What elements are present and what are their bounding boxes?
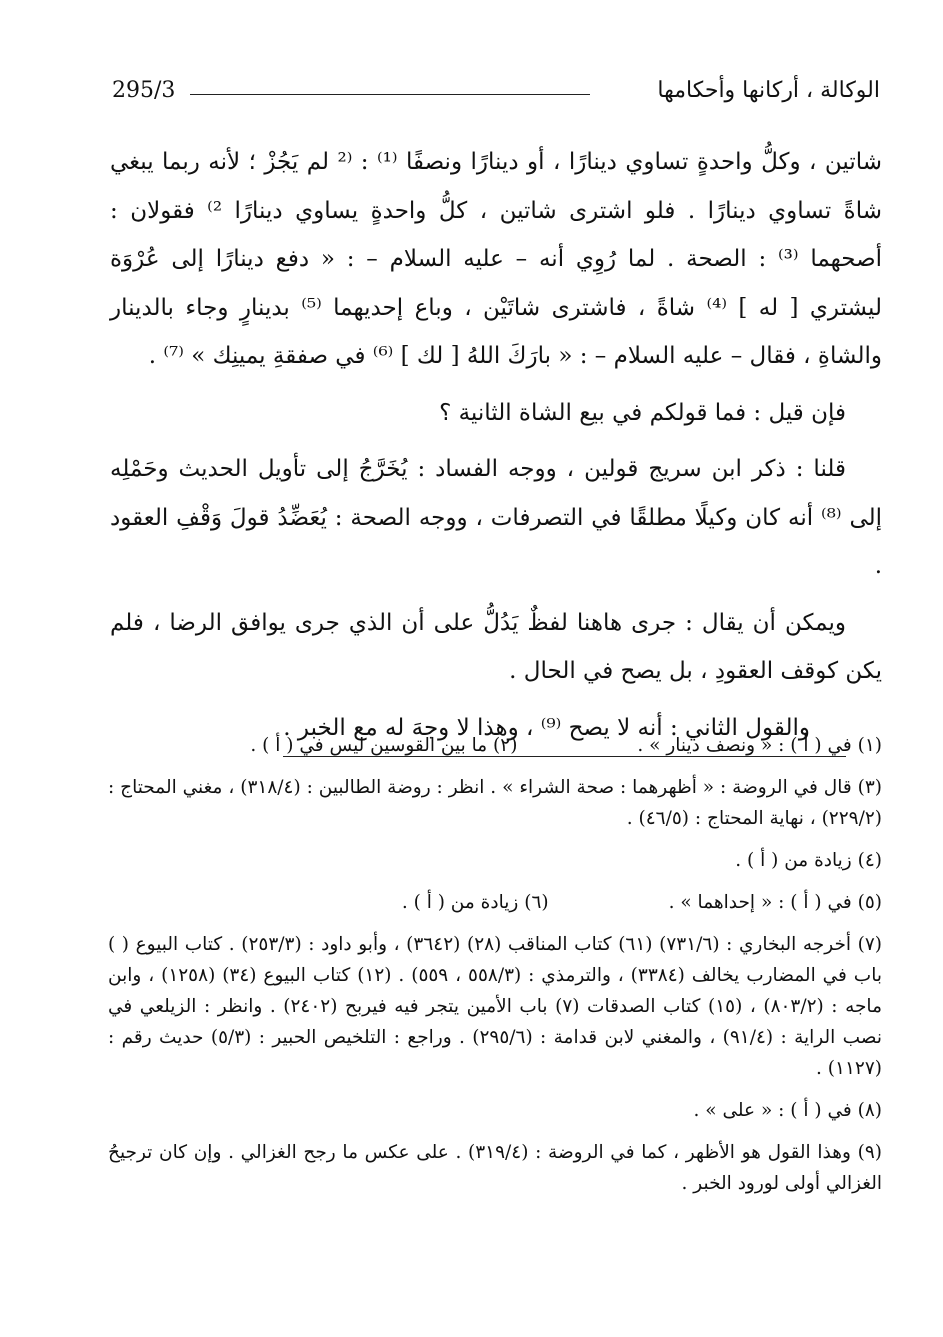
footnote-9: (٩) وهذا القول هو الأظهر ، كما في الروضة : (٣١٩/٤) . على عكس ما رجح الغزالي . وإن كان ترجيحُ الغزالي أولى لورود الخبر . bbox=[108, 1142, 882, 1194]
footnote-5: (٥) في ( أ ) : « إحداهما » . bbox=[668, 892, 882, 913]
footnote-3: (٣) قال في الروضة : « أظهرهما : صحة الشراء » . انظر : روضة الطالبين : (٣١٨/٤) ، مغني المحتاج : (٢٢٩/٢) ، نهاية المحتاج : (٤٦/٥) . bbox=[108, 777, 883, 829]
main-text bbox=[110, 138, 882, 757]
footnote-2: (٢) ما بين القوسين ليس في ( أ ) . bbox=[250, 735, 518, 756]
footnote-8: (٨) في ( أ ) : « على » . bbox=[693, 1100, 882, 1121]
footnote-7: (٧) أخرجه البخاري : (٧٣١/٦) (٦١) كتاب المناقب (٢٨) (٣٦٤٢) ، وأبو داود : (٢٥٣/٣) . كتاب البيوع ( ) باب في المضارب يخالف (٣٣٨٤) ، والترمذي : (٥٥٨/٣ ، ٥٥٩) . (١٢) كتاب البيوع (٣٤) (١٢٥٨) ، وابن ماجه : (٨٠٣/٢) ، (١٥) كتاب الصدقات (٧) باب الأمين يتجر فيه فيربح (٢٤٠٢) . وانظر : الزيلعي في نصب الراية : (٩١/٤) ، والمغني لابن قدامة : (٢٩٥/٦) . وراجع : التلخيص الحبير : (٥/٣) حديث رقم : (١١٢٧) . bbox=[108, 934, 882, 1079]
footnote-6: (٦) زيادة من ( أ ) . bbox=[401, 892, 549, 913]
footnote-separator-line: والقول الثاني : أنه لا يصح ⁽⁹⁾ ، وهذا لا وجهَ له مع الخبر . bbox=[283, 704, 846, 758]
footnote-4: (٤) زيادة من ( أ ) . bbox=[735, 850, 882, 871]
paragraph: ويمكن أن يقال : جرى هاهنا لفظٌ يَدُلُّ على أن الذي جرى يوافق الرضا ، فلم يكن كوقف العقودِ ، بل يصح في الحال . bbox=[110, 609, 882, 684]
footnote-1: (١) في ( أ ) : « ونصف دينار » . bbox=[637, 735, 882, 756]
footnotes bbox=[108, 730, 882, 1210]
paragraph: شاتين ، وكلُّ واحدةٍ تساوي دينارًا ، أو دينارًا ونصفًا ⁽¹⁾ : ⁽² لم يَجُزْ ؛ لأنه ربما يبغي شاةً تساوي دينارًا . فلو اشترى شاتين ، كلُّ واحدةٍ يساوي دينارًا ²⁾ فقولان : أصحهما ⁽³⁾ : الصحة . لما رُوِي أنه – عليه السلام – : « دفع دينارًا إلى عُرْوَة ليشتري [ له ] ⁽⁴⁾ شاةً ، فاشترى شاتَيْن ، وباع إحديهما ⁽⁵⁾ بدينارٍ وجاء بالدينار والشاةِ ، فقال – عليه السلام – : « بارَكَ اللهُ [ لك ] ⁽⁶⁾ في صفقةِ يمينِك » ⁽⁷⁾ . bbox=[110, 149, 883, 369]
header-rule bbox=[190, 94, 590, 95]
footnote-row bbox=[108, 887, 882, 918]
running-title: الوكالة ، أركانها وأحكامها bbox=[657, 78, 880, 103]
footnote-row bbox=[108, 730, 882, 761]
page-header bbox=[112, 78, 880, 114]
page-number: 295/3 bbox=[112, 78, 176, 103]
paragraph: فإن قيل : فما قولكم في بيع الشاة الثانية ؟ bbox=[439, 399, 846, 426]
paragraph: قلنا : ذكر ابن سريج قولين ، ووجه الفساد : يُخَرَّجُ إلى تأويل الحديث وحَمْلِه إلى ⁽⁸⁾ أنه كان وكيلًا مطلقًا في التصرفات ، ووجه الصحة : يُعَضِّدُ قولَ وَقْفِ العقود . bbox=[110, 456, 883, 579]
